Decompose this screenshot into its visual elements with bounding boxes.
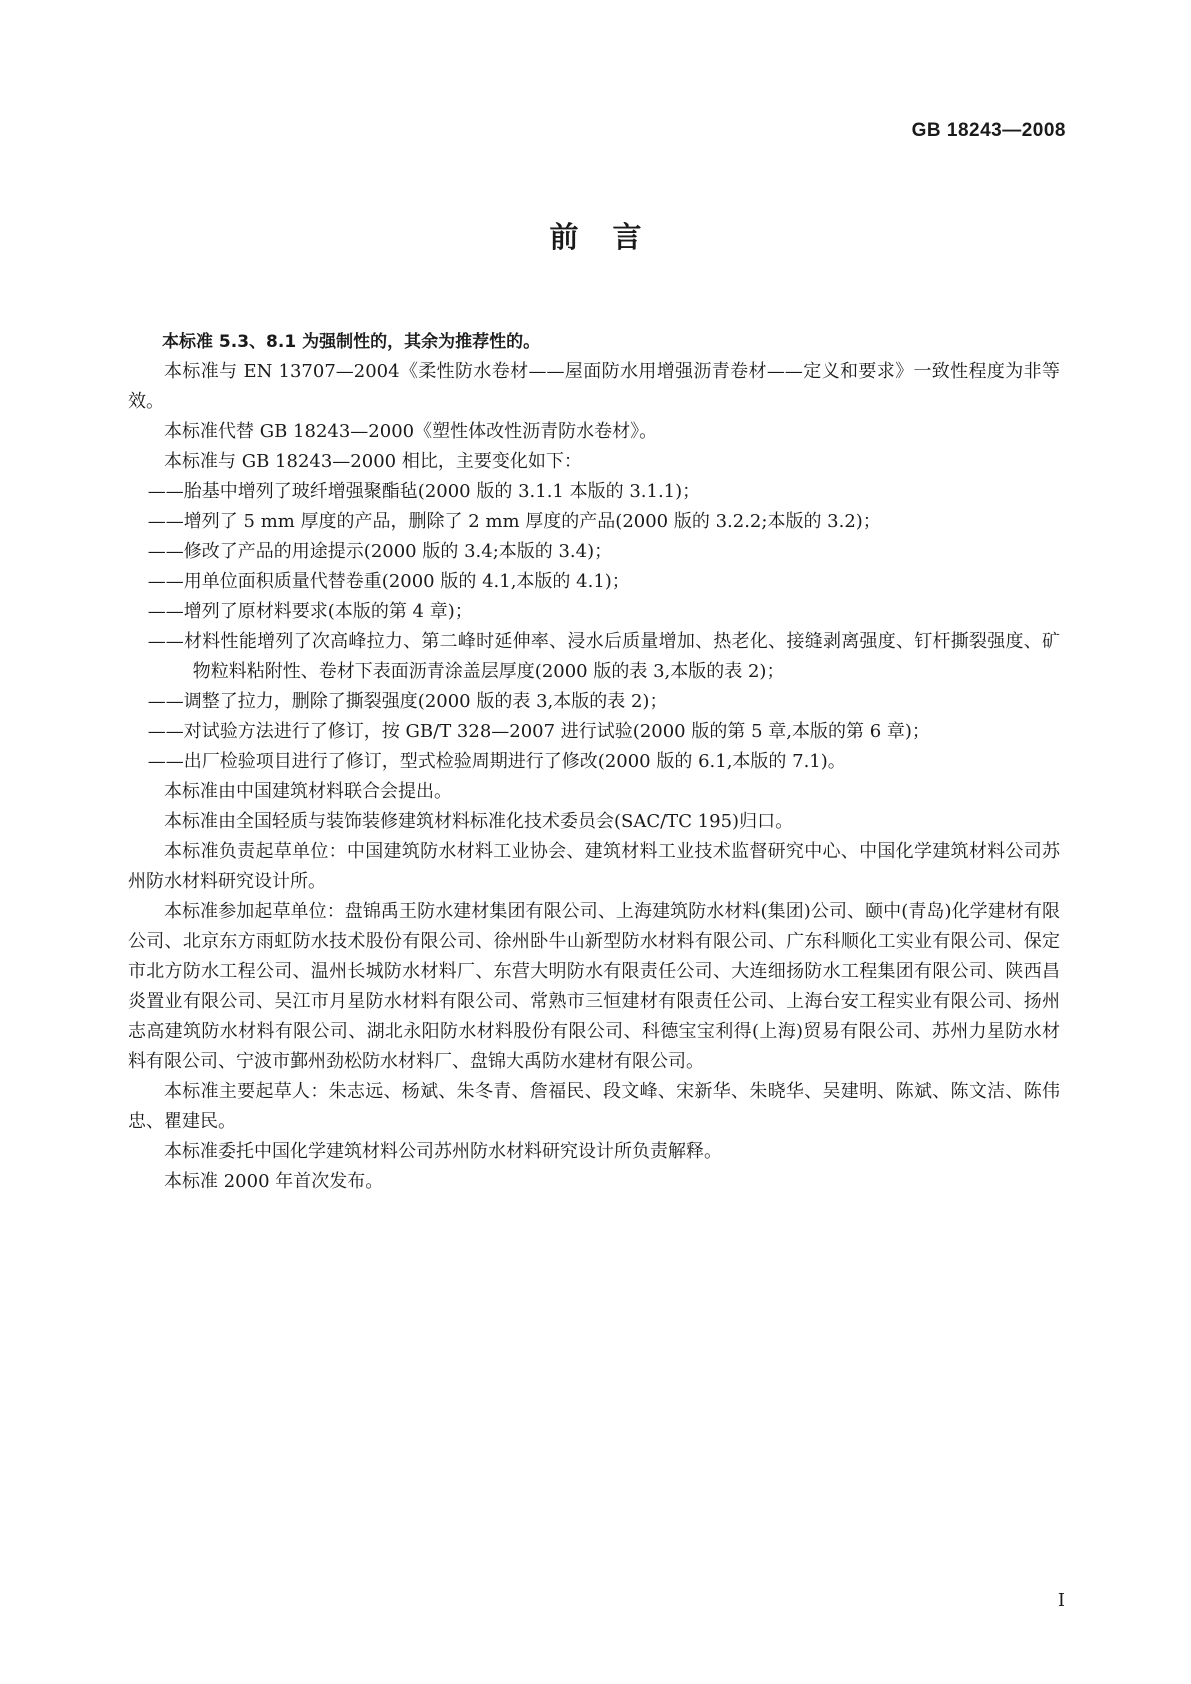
change-item: ——增列了 5 mm 厚度的产品，删除了 2 mm 厚度的产品(2000 版的 3.2.2;本版的 3.2)；: [147, 511, 881, 532]
paragraph-equivalence: 本标准与 EN 13707—2004《柔性防水卷材——屋面防水用增强沥青卷材——定义和要求》一致性程度为非等效。: [128, 361, 1060, 412]
paragraph-main-drafters: 本标准负责起草单位：中国建筑防水材料工业协会、建筑材料工业技术监督研究中心、中国化学建筑材料公司苏州防水材料研究设计所。: [128, 841, 1060, 892]
change-item: ——胎基中增列了玻纤增强聚酯毡(2000 版的 3.1.1 本版的 3.1.1)；: [147, 481, 701, 502]
foreword-body: [128, 327, 1060, 1197]
mandatory-clause-statement: 本标准 5.3、8.1 为强制性的，其余为推荐性的。: [162, 332, 541, 352]
change-item: ——增列了原材料要求(本版的第 4 章)；: [147, 601, 473, 622]
paragraph-replaces: 本标准代替 GB 18243—2000《塑性体改性沥青防水卷材》。: [164, 421, 658, 442]
paragraph-centralized-by: 本标准由全国轻质与装饰装修建筑材料标准化技术委员会(SAC/TC 195)归口。: [164, 811, 794, 832]
paragraph-proposed-by: 本标准由中国建筑材料联合会提出。: [164, 781, 452, 802]
paragraph-interpretation: 本标准委托中国化学建筑材料公司苏州防水材料研究设计所负责解释。: [164, 1141, 722, 1162]
change-item: ——修改了产品的用途提示(2000 版的 3.4;本版的 3.4)；: [147, 541, 613, 562]
change-item: ——材料性能增列了次高峰拉力、第二峰时延伸率、浸水后质量增加、热老化、接缝剥离强度、钉杆撕裂强度、矿物粒料粘附性、卷材下表面沥青涂盖层厚度(2000 版的表 3,本版的表 2)；: [147, 631, 1060, 682]
paragraph-changes-intro: 本标准与 GB 18243—2000 相比，主要变化如下：: [164, 451, 582, 472]
standard-number: GB 18243—2008: [911, 120, 1066, 141]
change-item: ——出厂检验项目进行了修订，型式检验周期进行了修改(2000 版的 6.1,本版的 7.1)。: [147, 751, 846, 772]
change-item: ——对试验方法进行了修订，按 GB/T 328—2007 进行试验(2000 版的第 5 章,本版的第 6 章)；: [147, 721, 930, 742]
paragraph-drafting-persons: 本标准主要起草人：朱志远、杨斌、朱冬青、詹福民、段文峰、宋新华、朱晓华、吴建明、陈斌、陈文洁、陈伟忠、瞿建民。: [128, 1081, 1060, 1132]
page-title: 前言: [549, 220, 676, 254]
change-item: ——调整了拉力，删除了撕裂强度(2000 版的表 3,本版的表 2)；: [147, 691, 668, 712]
change-item: ——用单位面积质量代替卷重(2000 版的 4.1,本版的 4.1)；: [147, 571, 630, 592]
paragraph-participating-drafters: 本标准参加起草单位：盘锦禹王防水建材集团有限公司、上海建筑防水材料(集团)公司、颐中(青岛)化学建材有限公司、北京东方雨虹防水技术股份有限公司、徐州卧牛山新型防水材料有限公司、广东科顺化工实业有限公司、保定市北方防水工程公司、温州长城防水材料厂、东营大明防水有限责任公司、大连细扬防水工程集团有限公司、陕西昌炎置业有限公司、吴江市月星防水材料有限公司、常熟市三恒建材有限责任公司、上海台安工程实业有限公司、扬州志高建筑防水材料有限公司、湖北永阳防水材料股份有限公司、科德宝宝利得(上海)贸易有限公司、苏州力星防水材料有限公司、宁波市鄞州劲松防水材料厂、盘锦大禹防水建材有限公司。: [128, 901, 1060, 1072]
paragraph-first-issue: 本标准 2000 年首次发布。: [164, 1171, 384, 1192]
page-number: I: [1057, 1590, 1065, 1611]
